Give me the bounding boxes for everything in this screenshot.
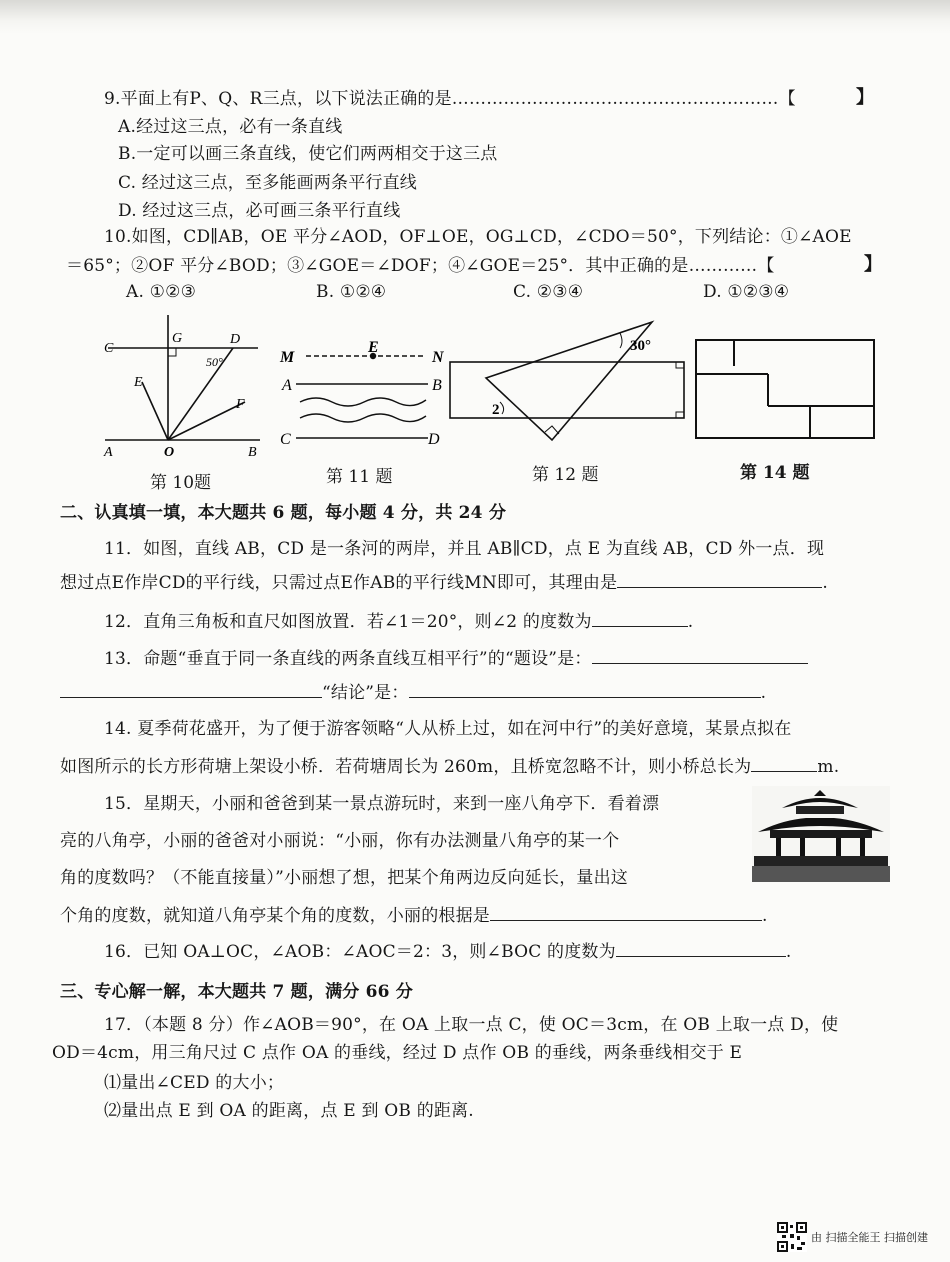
q14-answer-blank[interactable]: [751, 756, 817, 772]
fig11-label-c: C: [280, 431, 291, 448]
q13-premise-blank-cont[interactable]: [60, 682, 322, 698]
fig10-label-b: B: [248, 445, 257, 460]
q14-line1: 14. 夏季荷花盛开，为了便于游客领略“人从桥上过，如在河中行”的美好意境，某景点拟在: [104, 719, 792, 739]
q17-line1: 17．（本题 8 分）作∠AOB＝90°，在 OA 上取一点 C，使 OC＝3cm，在 OB 上取一点 D，使: [104, 1015, 839, 1035]
fig11-label-n: N: [432, 349, 444, 366]
fig10-caption: 第 10题: [150, 473, 212, 493]
pavilion-photo: [752, 786, 890, 882]
q16-line: 16．已知 OA⊥OC，∠AOB：∠AOC＝2：3，则∠BOC 的度数为 .: [104, 942, 792, 962]
q10-option-c: C. ②③④: [513, 282, 584, 302]
fig10-label-d: D: [230, 332, 241, 347]
fig10-label-a: A: [104, 445, 113, 460]
figure-11: [276, 332, 466, 452]
qr-code-icon: [777, 1222, 807, 1252]
section3-heading: 三、专心解一解，本大题共 7 题，满分 66 分: [60, 982, 413, 1002]
fig11-label-m: M: [280, 349, 295, 366]
figure-12: [448, 318, 688, 448]
fig12-caption: 第 12 题: [532, 465, 599, 485]
fig11-label-b: B: [432, 377, 442, 394]
fig14-caption: 第 14 题: [740, 463, 810, 483]
q13-line2: “结论”是： .: [60, 678, 766, 703]
fig10-label-o: O: [164, 445, 175, 460]
q10-option-d: D. ①②③④: [703, 282, 790, 302]
footer-text: 由 扫描全能王 扫描创建: [811, 1231, 928, 1244]
q9-option-a: A.经过这三点，必有一条直线: [118, 117, 343, 137]
q9-option-c: C. 经过这三点，至多能画两条平行直线: [118, 173, 418, 193]
fig11-label-a: A: [282, 377, 292, 394]
q13-conclusion-blank[interactable]: [409, 682, 761, 698]
q11-line2: 想过点E作岸CD的平行线，只需过点E作AB的平行线MN即可，其理由是 .: [60, 573, 828, 593]
q12-line: 12．直角三角板和直尺如图放置．若∠1＝20°，则∠2 的度数为 .: [104, 612, 694, 632]
q9-option-d: D. 经过这三点，必可画三条平行直线: [118, 201, 401, 221]
q15-line4: 个角的度数，就知道八角亭某个角的度数，小丽的根据是 .: [60, 906, 768, 926]
q17-sub1: ⑴量出∠CED 的大小；: [104, 1073, 285, 1093]
scan-edge: [0, 0, 950, 34]
q10-line2: ＝65°；②OF 平分∠BOD；③∠GOE＝∠DOF；④∠GOE＝25°．其中正确的是…………【: [66, 256, 775, 276]
q13-line1: 13．命题“垂直于同一条直线的两条直线互相平行”的“题设”是：: [104, 644, 808, 669]
q16-answer-blank[interactable]: [616, 941, 786, 957]
q9-stem: 9.平面上有P、Q、R三点，以下说法正确的是…………………………………………………【: [104, 89, 796, 109]
q17-sub2: ⑵量出点 E 到 OA 的距离，点 E 到 OB 的距离.: [104, 1101, 474, 1121]
q15-line3: 角的度数吗？（不能直接量）”小丽想了想，把某个角两边反向延长，量出这: [60, 868, 628, 888]
q10-line1: 10.如图，CD∥AB，OE 平分∠AOD，OF⊥OE，OG⊥CD，∠CDO＝50°，下列结论：①∠AOE: [104, 227, 852, 247]
q9-bracket-close: 】: [856, 87, 874, 108]
fig11-label-e: E: [368, 339, 379, 356]
scanner-footer: [777, 1222, 928, 1252]
q10-option-a: A. ①②③: [126, 282, 197, 302]
fig12-angle: 30°: [630, 338, 651, 354]
fig12-label-2: 2: [492, 402, 500, 418]
fig10-label-f: F: [236, 397, 245, 412]
fig11-caption: 第 11 题: [326, 467, 393, 487]
figure-14: [694, 338, 878, 442]
q12-answer-blank[interactable]: [592, 611, 688, 627]
q10-bracket-close: 】: [864, 254, 882, 275]
q15-line2: 亮的八角亭，小丽的爸爸对小丽说：“小丽，你有办法测量八角亭的某一个: [60, 831, 620, 851]
q14-line2: 如图所示的长方形荷塘上架设小桥．若荷塘周长为 260m，且桥宽忽略不计，则小桥总长为 m.: [60, 757, 840, 777]
q13-premise-blank[interactable]: [592, 648, 808, 664]
section2-heading: 二、认真填一填，本大题共 6 题，每小题 4 分，共 24 分: [60, 503, 507, 523]
q11-answer-blank[interactable]: [617, 572, 822, 588]
q17-line2: OD＝4cm，用三角尺过 C 点作 OA 的垂线，经过 D 点作 OB 的垂线，两条垂线相交于 E: [52, 1043, 743, 1063]
q9-option-b: B.一定可以画三条直线，使它们两两相交于这三点: [118, 144, 498, 164]
fig10-label-g: G: [172, 331, 183, 346]
fig10-angle: 50°: [206, 355, 223, 369]
fig11-label-d: D: [428, 431, 440, 448]
q11-line1: 11．如图，直线 AB，CD 是一条河的两岸，并且 AB∥CD，点 E 为直线 AB，CD 外一点．现: [104, 539, 825, 559]
fig10-label-c: C: [104, 341, 114, 356]
fig10-label-e: E: [134, 375, 143, 390]
q10-option-b: B. ①②④: [316, 282, 387, 302]
q15-answer-blank[interactable]: [490, 905, 762, 921]
figure-10: [100, 310, 270, 460]
q15-line1: 15．星期天，小丽和爸爸到某一景点游玩时，来到一座八角亭下．看着漂: [104, 794, 660, 814]
